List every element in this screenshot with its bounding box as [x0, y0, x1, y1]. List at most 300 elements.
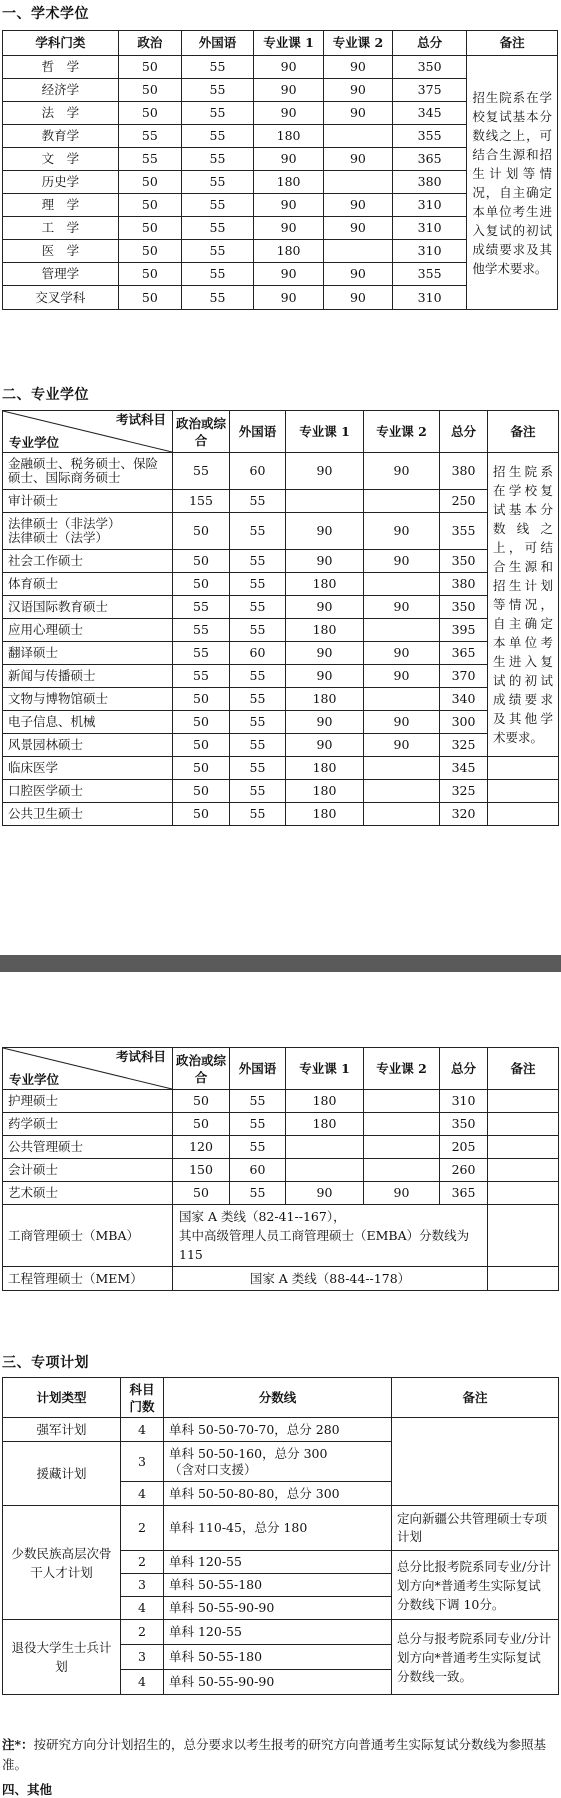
table-cell: 260	[440, 1159, 488, 1182]
table-row	[3, 642, 559, 665]
row-label: 工商管理硕士（MBA）	[3, 1205, 173, 1267]
table-cell: 365	[440, 642, 488, 665]
score-line: 单科 50-50-160，总分 300 （含对口支援）	[164, 1442, 392, 1482]
table-cell: 90	[286, 642, 364, 665]
row-label: 法律硕士（非法学） 法律硕士（法学）	[3, 513, 173, 550]
subject-count: 4	[121, 1597, 164, 1620]
table-row	[3, 757, 559, 780]
table-cell: 355	[392, 263, 467, 286]
table-cell: 60	[230, 1159, 286, 1182]
table-cell: 90	[254, 286, 324, 310]
table-cell: 90	[364, 734, 440, 757]
table-cell: 370	[440, 665, 488, 688]
table-row	[3, 734, 559, 757]
table-cell: 50	[118, 79, 181, 102]
table-cell: 55	[230, 619, 286, 642]
table-header-row	[3, 411, 559, 453]
professional-degree-table-continued	[2, 1047, 559, 1291]
table-cell: 55	[230, 490, 286, 513]
table-cell: 55	[181, 240, 253, 263]
table-cell: 350	[440, 596, 488, 619]
plan-type: 少数民族高层次骨干人才计划	[3, 1506, 121, 1620]
table-cell: 320	[440, 803, 488, 826]
table-cell: 180	[286, 573, 364, 596]
footnote	[2, 1735, 558, 1775]
table-row	[3, 1136, 559, 1159]
col-header: 分数线	[164, 1378, 392, 1418]
section1-title: 一、学术学位	[2, 6, 89, 22]
table-cell: 325	[440, 734, 488, 757]
subject-count: 2	[121, 1506, 164, 1551]
empty-note-cell	[488, 803, 559, 826]
table-cell: 90	[364, 596, 440, 619]
table-cell	[324, 240, 393, 263]
table-cell: 325	[440, 780, 488, 803]
table-cell	[364, 1113, 440, 1136]
table-cell: 50	[118, 194, 181, 217]
table-cell: 180	[254, 125, 324, 148]
col-header: 政治或综合	[173, 411, 230, 453]
col-header: 政治	[118, 31, 181, 56]
col-header: 总分	[440, 411, 488, 453]
row-label: 风景园林硕士	[3, 734, 173, 757]
table-row	[3, 1205, 559, 1267]
table-cell: 90	[254, 194, 324, 217]
table-cell: 55	[173, 596, 230, 619]
table-cell: 365	[392, 148, 467, 171]
empty-note-cell	[488, 1090, 559, 1113]
col-header: 备注	[488, 1048, 559, 1090]
table-cell: 50	[118, 263, 181, 286]
row-label: 金融硕士、税务硕士、保险硕士、国际商务硕士	[3, 453, 173, 490]
diag-header-bottom: 专业学位	[9, 435, 60, 450]
row-label: 工程管理硕士（MEM）	[3, 1267, 173, 1291]
table-cell	[364, 780, 440, 803]
table-cell: 50	[118, 217, 181, 240]
empty-note-cell	[488, 1136, 559, 1159]
table-cell: 55	[181, 56, 253, 79]
table-cell: 55	[181, 286, 253, 310]
table-row	[3, 780, 559, 803]
note-cell: 总分与报考院系同专业/分计划方向*普通考生实际复试分数线一致。	[392, 1620, 559, 1695]
table-cell: 50	[173, 780, 230, 803]
table-cell	[364, 1159, 440, 1182]
table-cell: 90	[324, 286, 393, 310]
col-header: 专业课 1	[254, 31, 324, 56]
col-header: 政治或综合	[173, 1048, 230, 1090]
plan-type: 强军计划	[3, 1418, 121, 1442]
col-header: 科目门数	[121, 1378, 164, 1418]
score-line: 单科 50-55-180	[164, 1574, 392, 1597]
row-label: 公共管理硕士	[3, 1136, 173, 1159]
table-cell: 180	[286, 780, 364, 803]
empty-note-cell	[392, 1418, 559, 1506]
table-cell: 155	[173, 490, 230, 513]
table-cell: 350	[440, 550, 488, 573]
table-cell: 90	[324, 102, 393, 125]
table-cell: 90	[286, 550, 364, 573]
table-cell: 250	[440, 490, 488, 513]
subject-count: 4	[121, 1418, 164, 1442]
row-label: 口腔医学硕士	[3, 780, 173, 803]
row-label: 公共卫生硕士	[3, 803, 173, 826]
table-cell: 90	[254, 102, 324, 125]
table-cell: 50	[118, 102, 181, 125]
footnote-text: 按研究方向分计划招生的，总分要求以考生报考的研究方向普通考生实际复试分数线为参照基准。	[2, 1737, 547, 1772]
score-line: 单科 120-55	[164, 1551, 392, 1574]
col-header: 专业课 1	[286, 411, 364, 453]
table-cell: 180	[286, 688, 364, 711]
table-cell: 300	[440, 711, 488, 734]
table-cell: 90	[324, 79, 393, 102]
table-cell: 55	[230, 711, 286, 734]
col-header: 总分	[392, 31, 467, 56]
table-cell: 55	[230, 665, 286, 688]
table-cell: 55	[230, 513, 286, 550]
table-cell: 90	[364, 665, 440, 688]
table-row	[3, 596, 559, 619]
table-row	[3, 1418, 559, 1442]
table-row	[3, 453, 559, 490]
table-cell: 55	[230, 573, 286, 596]
table-row	[3, 1113, 559, 1136]
table-cell	[324, 171, 393, 194]
table-cell: 55	[230, 780, 286, 803]
section2-title: 二、专业学位	[2, 387, 89, 403]
table-cell: 55	[181, 217, 253, 240]
table-cell: 90	[364, 550, 440, 573]
table-row	[3, 550, 559, 573]
row-label: 教育学	[3, 125, 119, 148]
page-break-band	[0, 955, 561, 972]
table-cell: 90	[364, 453, 440, 490]
table-row	[3, 1090, 559, 1113]
subject-count: 4	[121, 1670, 164, 1695]
empty-note-cell	[488, 1159, 559, 1182]
table-cell: 365	[440, 1182, 488, 1205]
table-row	[3, 619, 559, 642]
row-label: 法 学	[3, 102, 119, 125]
table-cell: 180	[254, 171, 324, 194]
note-cell: 定向新疆公共管理硕士专项计划	[392, 1506, 559, 1551]
score-line: 单科 50-55-90-90	[164, 1670, 392, 1695]
table-cell: 50	[118, 171, 181, 194]
table-cell: 55	[230, 1136, 286, 1159]
table-cell: 55	[173, 453, 230, 490]
col-header: 备注	[467, 31, 558, 56]
table-cell: 50	[173, 573, 230, 596]
table-cell: 180	[286, 803, 364, 826]
table-cell: 55	[181, 125, 253, 148]
row-label: 临床医学	[3, 757, 173, 780]
table-row	[3, 711, 559, 734]
table-cell	[286, 1159, 364, 1182]
table-cell	[364, 490, 440, 513]
table-cell: 50	[173, 1090, 230, 1113]
subject-count: 2	[121, 1620, 164, 1645]
score-line: 单科 120-55	[164, 1620, 392, 1645]
table-cell: 90	[364, 1182, 440, 1205]
table-cell: 90	[324, 217, 393, 240]
table-cell: 90	[324, 263, 393, 286]
table-row	[3, 1620, 559, 1645]
col-header: 备注	[488, 411, 559, 453]
mba-score-line: 国家 A 类线（82-41--167）， 其中高级管理人员工商管理硕士（EMBA）分数线为 115	[173, 1205, 488, 1267]
col-header: 学科门类	[3, 31, 119, 56]
table-cell: 90	[254, 217, 324, 240]
table-cell	[286, 1136, 364, 1159]
col-header: 专业课 2	[364, 411, 440, 453]
row-label: 理 学	[3, 194, 119, 217]
row-label: 文物与博物馆硕士	[3, 688, 173, 711]
table-cell: 55	[118, 125, 181, 148]
table-cell: 380	[392, 171, 467, 194]
table-cell: 55	[230, 1113, 286, 1136]
row-label: 哲 学	[3, 56, 119, 79]
table-cell: 90	[324, 56, 393, 79]
table-cell: 50	[173, 803, 230, 826]
table-cell: 310	[392, 286, 467, 310]
row-label: 药学硕士	[3, 1113, 173, 1136]
table-cell: 90	[254, 79, 324, 102]
table-cell: 120	[173, 1136, 230, 1159]
col-header: 总分	[440, 1048, 488, 1090]
table-cell: 205	[440, 1136, 488, 1159]
table-cell: 90	[364, 711, 440, 734]
table-cell: 55	[181, 102, 253, 125]
table-cell: 60	[230, 642, 286, 665]
table-cell: 55	[230, 803, 286, 826]
table-cell: 90	[254, 148, 324, 171]
note-cell: 招生院系在学校复试基本分数线之上，可结合生源和招生计划等情况，自主确定本单位考生进入复试的初试成绩要求及其他学术要求。	[467, 56, 558, 310]
table-cell: 55	[230, 757, 286, 780]
table-cell: 55	[230, 1182, 286, 1205]
table-cell: 90	[364, 513, 440, 550]
table-cell: 90	[286, 1182, 364, 1205]
table-row	[3, 1506, 559, 1551]
score-line: 单科 50-50-80-80，总分 300	[164, 1482, 392, 1506]
diag-header-top: 考试科目	[115, 412, 166, 427]
empty-note-cell	[488, 1182, 559, 1205]
table-cell: 55	[181, 79, 253, 102]
table-cell	[364, 803, 440, 826]
table-cell: 380	[440, 453, 488, 490]
table-row	[3, 513, 559, 550]
table-cell: 90	[286, 711, 364, 734]
plan-type: 援藏计划	[3, 1442, 121, 1506]
table-cell	[364, 573, 440, 596]
table-cell: 90	[286, 513, 364, 550]
diag-header-top: 考试科目	[115, 1049, 166, 1064]
col-header: 专业课 1	[286, 1048, 364, 1090]
diagonal-header-cell	[3, 1048, 173, 1090]
table-cell: 55	[173, 642, 230, 665]
table-cell: 55	[230, 734, 286, 757]
table-cell: 90	[286, 734, 364, 757]
table-cell: 55	[230, 550, 286, 573]
professional-degree-table	[2, 410, 559, 826]
table-cell: 355	[392, 125, 467, 148]
note-cell: 总分比报考院系同专业/分计划方向*普通考生实际复试分数线下调 10分。	[392, 1551, 559, 1620]
table-cell: 55	[118, 148, 181, 171]
table-row	[3, 803, 559, 826]
table-row	[3, 688, 559, 711]
diag-header-bottom: 专业学位	[9, 1072, 60, 1087]
table-cell: 55	[173, 665, 230, 688]
table-cell: 50	[173, 513, 230, 550]
table-cell: 50	[173, 550, 230, 573]
row-label: 管理学	[3, 263, 119, 286]
table-cell: 310	[440, 1090, 488, 1113]
row-label: 交叉学科	[3, 286, 119, 310]
table-cell: 350	[440, 1113, 488, 1136]
score-line: 单科 110-45，总分 180	[164, 1506, 392, 1551]
col-header: 外国语	[181, 31, 253, 56]
table-cell	[364, 1090, 440, 1113]
subject-count: 3	[121, 1645, 164, 1670]
empty-note-cell	[488, 1205, 559, 1267]
row-label: 护理硕士	[3, 1090, 173, 1113]
row-label: 艺术硕士	[3, 1182, 173, 1205]
empty-note-cell	[488, 1267, 559, 1291]
score-line: 单科 50-50-70-70，总分 280	[164, 1418, 392, 1442]
table-cell: 90	[324, 148, 393, 171]
table-cell: 60	[230, 453, 286, 490]
table-cell: 180	[286, 1113, 364, 1136]
col-header: 计划类型	[3, 1378, 121, 1418]
table-cell	[324, 125, 393, 148]
table-cell: 350	[392, 56, 467, 79]
table-cell: 50	[173, 734, 230, 757]
table-row	[3, 665, 559, 688]
table-row	[3, 1182, 559, 1205]
table-cell: 180	[286, 1090, 364, 1113]
table-cell: 90	[364, 642, 440, 665]
table-cell: 50	[173, 757, 230, 780]
table-cell: 55	[181, 148, 253, 171]
col-header: 备注	[392, 1378, 559, 1418]
row-label: 应用心理硕士	[3, 619, 173, 642]
row-label: 体育硕士	[3, 573, 173, 596]
table-cell: 50	[173, 688, 230, 711]
table-cell: 90	[286, 453, 364, 490]
table-cell: 90	[254, 263, 324, 286]
academic-degree-table	[2, 30, 558, 310]
table-cell: 150	[173, 1159, 230, 1182]
score-line: 单科 50-55-90-90	[164, 1597, 392, 1620]
table-cell: 180	[286, 619, 364, 642]
special-plan-table	[2, 1377, 559, 1695]
row-label: 电子信息、机械	[3, 711, 173, 734]
table-cell	[286, 490, 364, 513]
table-cell: 90	[324, 194, 393, 217]
score-line: 单科 50-55-180	[164, 1645, 392, 1670]
empty-note-cell	[488, 757, 559, 780]
table-cell: 340	[440, 688, 488, 711]
table-cell	[364, 619, 440, 642]
table-cell: 55	[230, 688, 286, 711]
note-cell: 招生院系在学校复试基本分数线之上，可结合生源和招生计划等情况，自主确定本单位考生进入复试的初试成绩要求及其他学术要求。	[488, 453, 559, 757]
table-cell	[364, 757, 440, 780]
table-cell: 310	[392, 194, 467, 217]
empty-note-cell	[488, 780, 559, 803]
row-label: 历史学	[3, 171, 119, 194]
table-row	[3, 1267, 559, 1291]
plan-type: 退役大学生士兵计划	[3, 1620, 121, 1695]
col-header: 外国语	[230, 411, 286, 453]
subject-count: 2	[121, 1551, 164, 1574]
subject-count: 4	[121, 1482, 164, 1506]
table-cell: 55	[230, 596, 286, 619]
row-label: 工 学	[3, 217, 119, 240]
row-label: 经济学	[3, 79, 119, 102]
row-label: 会计硕士	[3, 1159, 173, 1182]
row-label: 医 学	[3, 240, 119, 263]
table-cell: 55	[181, 171, 253, 194]
table-row	[3, 573, 559, 596]
table-cell: 345	[392, 102, 467, 125]
table-cell: 310	[392, 240, 467, 263]
table-cell: 50	[173, 1182, 230, 1205]
section4-title-cutoff: 四、其他	[2, 1782, 53, 1797]
row-label: 社会工作硕士	[3, 550, 173, 573]
table-cell	[364, 688, 440, 711]
row-label: 文 学	[3, 148, 119, 171]
table-cell: 380	[440, 573, 488, 596]
table-cell: 55	[181, 263, 253, 286]
table-cell	[364, 1136, 440, 1159]
mem-score-line: 国家 A 类线（88-44--178）	[173, 1267, 488, 1291]
col-header: 外国语	[230, 1048, 286, 1090]
table-header-row	[3, 1048, 559, 1090]
empty-note-cell	[488, 1113, 559, 1136]
table-cell: 55	[181, 194, 253, 217]
table-cell: 180	[254, 240, 324, 263]
table-cell: 50	[173, 711, 230, 734]
table-cell: 90	[286, 596, 364, 619]
table-cell: 310	[392, 217, 467, 240]
table-cell: 50	[173, 1113, 230, 1136]
table-row	[3, 56, 558, 79]
table-cell: 345	[440, 757, 488, 780]
table-cell: 55	[230, 1090, 286, 1113]
table-cell: 395	[440, 619, 488, 642]
table-header-row	[3, 1378, 559, 1418]
table-row	[3, 1159, 559, 1182]
col-header: 专业课 2	[324, 31, 393, 56]
row-label: 审计硕士	[3, 490, 173, 513]
table-cell: 90	[286, 665, 364, 688]
section3-title: 三、专项计划	[2, 1355, 89, 1371]
table-cell: 50	[118, 240, 181, 263]
subject-count: 3	[121, 1442, 164, 1482]
table-cell: 90	[254, 56, 324, 79]
table-row	[3, 490, 559, 513]
table-cell: 50	[118, 286, 181, 310]
table-cell: 355	[440, 513, 488, 550]
row-label: 新闻与传播硕士	[3, 665, 173, 688]
row-label: 汉语国际教育硕士	[3, 596, 173, 619]
table-cell: 50	[118, 56, 181, 79]
footnote-label: 注*：	[2, 1737, 34, 1752]
row-label: 翻译硕士	[3, 642, 173, 665]
diagonal-header-cell	[3, 411, 173, 453]
col-header: 专业课 2	[364, 1048, 440, 1090]
table-cell: 180	[286, 757, 364, 780]
subject-count: 3	[121, 1574, 164, 1597]
table-cell: 55	[173, 619, 230, 642]
table-header-row	[3, 31, 558, 56]
